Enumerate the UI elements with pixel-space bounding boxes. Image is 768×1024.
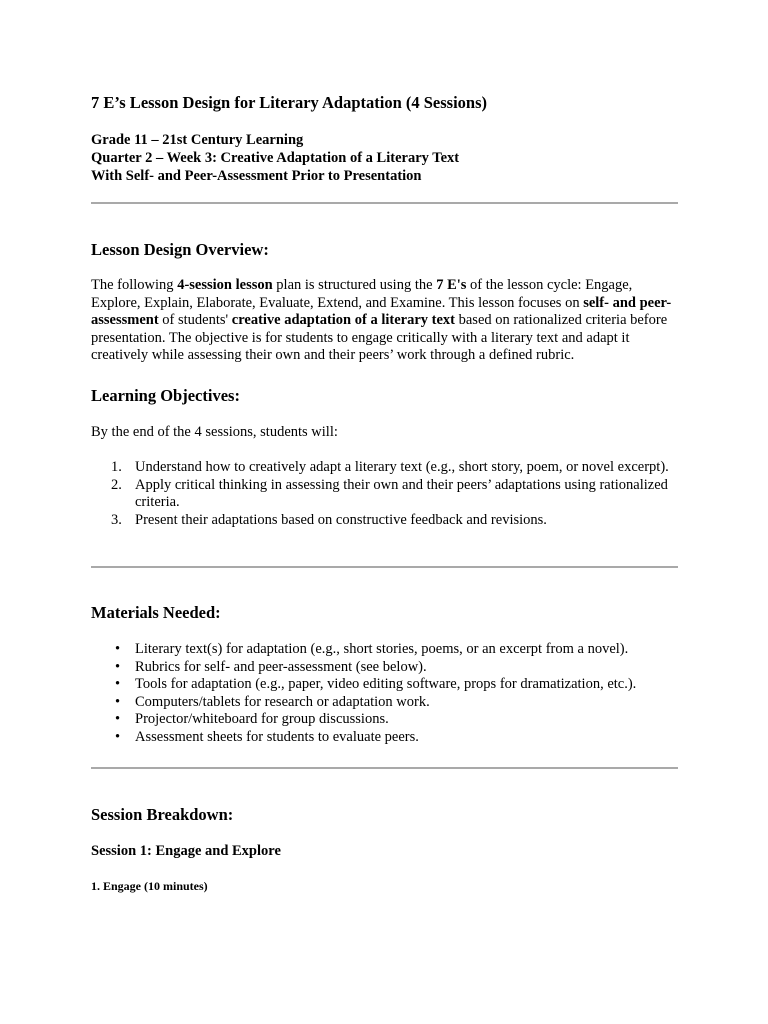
subtitle-assessment: With Self- and Peer-Assessment Prior to Presentation [91,168,422,184]
subtitle-grade: Grade 11 – 21st Century Learning [91,132,304,148]
subtitle-quarter: Quarter 2 – Week 3: Creative Adaptation of a Literary Text [91,150,460,166]
overview-heading: Lesson Design Overview: [91,240,269,259]
list-item: 2. Apply critical thinking in assessing their own and their peers’ adaptations using rationalized criteria. [111,476,668,511]
document-title: 7 E’s Lesson Design for Literary Adaptation (4 Sessions) [91,93,488,112]
materials-heading: Materials Needed: [91,603,221,622]
sessions-heading: Session Breakdown: [91,805,234,824]
list-item: • Tools for adaptation (e.g., paper, video editing software, props for dramatization, etc.). [115,676,637,693]
objectives-heading: Learning Objectives: [91,386,240,405]
session1-heading: Session 1: Engage and Explore [91,843,281,859]
objectives-intro: By the end of the 4 sessions, students will: [91,424,338,440]
overview-paragraph: The following 4-session lesson plan is structured using the 7 E's of the lesson cycle: Engage, Explore, Explain, Elaborate, Evaluate, Extend, and Examine. This lesson focuses on self- and peer-assessment of students' creative adaptation of a literary text based on rationalized criteria before presentation. The objective is for students to engage critically with a literary text and adapt it creatively while assessing their own and their peers’ work through a defined rubric. [91,277,672,364]
bullet-icon: • [115,693,121,710]
bullet-icon: • [115,676,121,693]
bullet-icon: • [115,658,121,675]
list-item: • Computers/tablets for research or adaptation work. [115,693,430,710]
materials-list [91,641,679,747]
list-item: • Assessment sheets for students to evaluate peers. [115,728,419,745]
divider [91,566,678,568]
list-item: 1. Understand how to creatively adapt a literary text (e.g., short story, poem, or novel excerpt). [111,459,669,475]
bullet-icon: • [115,728,121,745]
divider [91,767,678,769]
objectives-list [91,459,679,529]
engage-step-heading: 1. Engage (10 minutes) [91,879,208,893]
list-item: • Literary text(s) for adaptation (e.g., short stories, poems, or an excerpt from a novel). [115,641,629,657]
list-item: • Rubrics for self- and peer-assessment (see below). [115,658,427,675]
list-item: 3. Present their adaptations based on constructive feedback and revisions. [111,511,547,528]
divider [91,202,678,204]
list-item: • Projector/whiteboard for group discussions. [115,711,389,728]
bullet-icon: • [115,641,121,657]
bullet-icon: • [115,711,121,728]
